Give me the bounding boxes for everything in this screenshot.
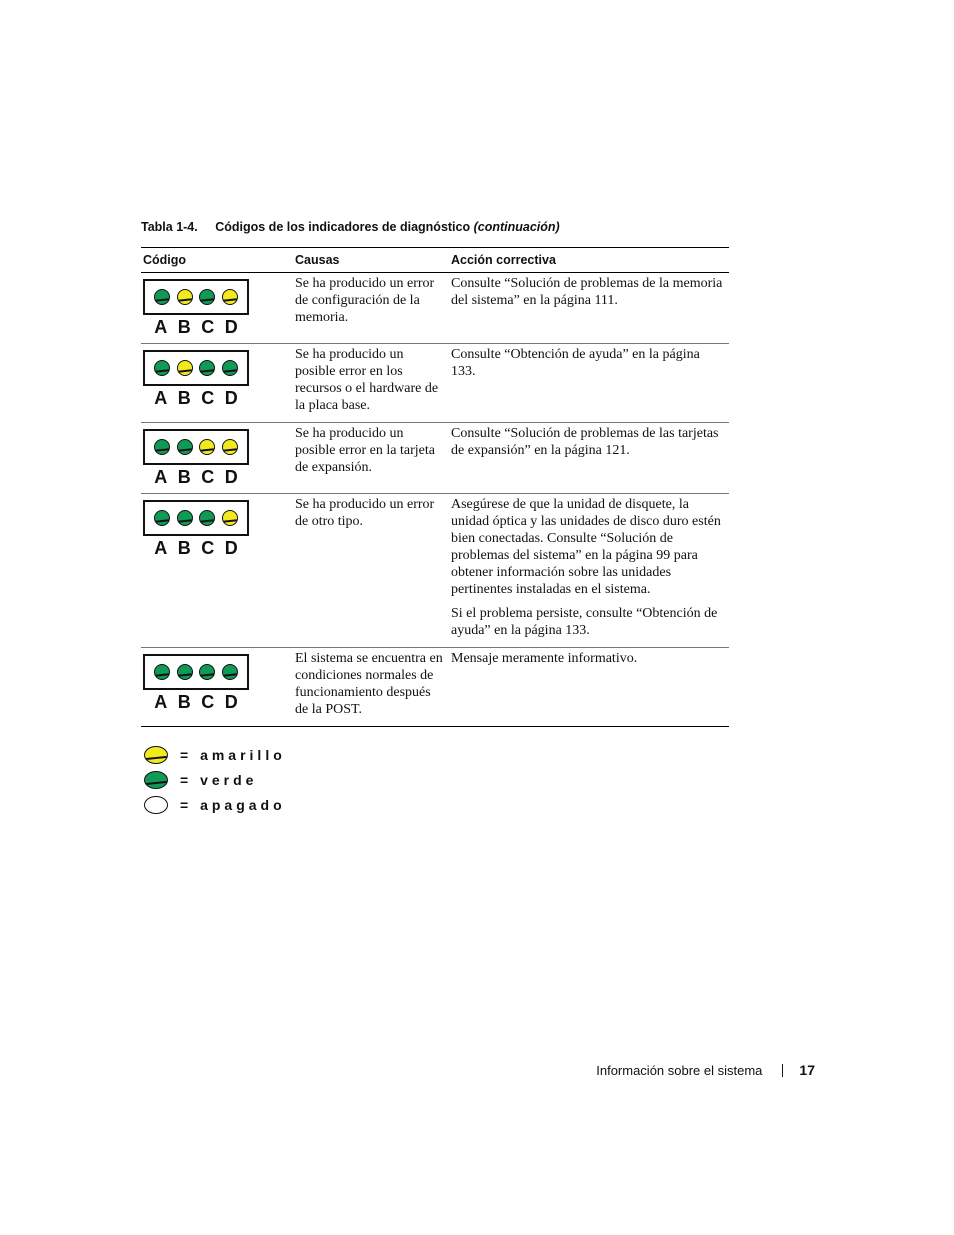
led-d-amarillo-icon (222, 510, 238, 526)
led-letters (143, 692, 249, 712)
diagnostic-codes-table (141, 247, 729, 727)
led-b-amarillo-icon (177, 360, 193, 376)
cause-cell: Se ha producido un posible error en la tarjeta de expansión. (293, 423, 449, 494)
legend-label: = verde (180, 771, 258, 788)
header-code: Código (141, 248, 293, 273)
action-cell (449, 648, 729, 727)
action-cell (449, 344, 729, 423)
led-apagado-icon (144, 796, 168, 814)
led-c-verde-icon (199, 510, 215, 526)
table-number: Tabla 1-4. (141, 220, 198, 234)
legend-item-apagado (144, 792, 286, 817)
action-paragraph: Consulte “Solución de problemas de la memoria del sistema” en la página 111. (451, 276, 723, 308)
led-legend (144, 742, 286, 817)
legend-label: = amarillo (180, 746, 286, 763)
led-letter: B (177, 467, 191, 487)
header-action: Acción correctiva (449, 248, 729, 273)
code-cell (141, 494, 293, 648)
led-letter: D (224, 388, 238, 408)
led-letters (143, 317, 249, 337)
table-row (141, 494, 729, 648)
led-a-verde-icon (154, 510, 170, 526)
diagnostic-led-panel (143, 350, 249, 386)
led-c-verde-icon (199, 664, 215, 680)
table-caption (141, 220, 560, 234)
led-letter: B (177, 317, 191, 337)
code-cell (141, 423, 293, 494)
led-letter: B (177, 538, 191, 558)
table-header-row (141, 248, 729, 273)
led-letter: C (201, 317, 215, 337)
header-causes: Causas (293, 248, 449, 273)
led-letter: D (224, 467, 238, 487)
table-row (141, 423, 729, 494)
led-b-verde-icon (177, 439, 193, 455)
table-row (141, 273, 729, 344)
led-a-verde-icon (154, 664, 170, 680)
led-c-amarillo-icon (199, 439, 215, 455)
cause-cell: Se ha producido un error de otro tipo. (293, 494, 449, 648)
led-letter: C (201, 467, 215, 487)
led-letter: D (224, 538, 238, 558)
led-a-verde-icon (154, 360, 170, 376)
led-b-amarillo-icon (177, 289, 193, 305)
cause-cell: Se ha producido un posible error en los recursos o el hardware de la placa base. (293, 344, 449, 423)
led-letter: C (201, 692, 215, 712)
led-letter: C (201, 538, 215, 558)
led-amarillo-icon (144, 746, 168, 764)
table-continued: (continuación) (473, 220, 560, 234)
led-letters (143, 388, 249, 408)
led-letter: A (154, 692, 168, 712)
led-letter: D (224, 692, 238, 712)
led-letter: A (154, 538, 168, 558)
led-letter: A (154, 317, 168, 337)
led-letters (143, 538, 249, 558)
table-row (141, 344, 729, 423)
led-b-verde-icon (177, 510, 193, 526)
page-number: 17 (799, 1062, 815, 1078)
led-d-amarillo-icon (222, 439, 238, 455)
diagnostic-led-panel (143, 654, 249, 690)
led-c-verde-icon (199, 360, 215, 376)
legend-item-verde (144, 767, 286, 792)
action-cell (449, 494, 729, 648)
action-cell (449, 273, 729, 344)
diagnostic-led-panel (143, 429, 249, 465)
action-paragraph: Consulte “Solución de problemas de las tarjetas de expansión” en la página 121. (451, 426, 719, 458)
action-paragraph: Asegúrese de que la unidad de disquete, la unidad óptica y las unidades de disco duro estén bien conectadas. Consulte “Solución de problemas del sistema” en la página 99 para obtener información sobre las unidades pertinentes instaladas en el sistema. (451, 497, 721, 597)
legend-label: = apagado (180, 796, 286, 813)
led-d-verde-icon (222, 360, 238, 376)
legend-item-amarillo (144, 742, 286, 767)
table-row (141, 648, 729, 727)
led-letter: C (201, 388, 215, 408)
page-footer (560, 1062, 815, 1078)
led-b-verde-icon (177, 664, 193, 680)
led-letter: A (154, 467, 168, 487)
diagnostic-led-panel (143, 500, 249, 536)
table-title: Códigos de los indicadores de diagnóstico (215, 220, 471, 234)
code-cell (141, 273, 293, 344)
led-d-verde-icon (222, 664, 238, 680)
code-cell (141, 648, 293, 727)
footer-section-title: Información sobre el sistema (596, 1063, 763, 1078)
action-paragraph: Mensaje meramente informativo. (451, 651, 638, 666)
led-letter: D (224, 317, 238, 337)
diagnostic-led-panel (143, 279, 249, 315)
led-d-amarillo-icon (222, 289, 238, 305)
action-cell (449, 423, 729, 494)
led-a-verde-icon (154, 289, 170, 305)
led-c-verde-icon (199, 289, 215, 305)
led-a-verde-icon (154, 439, 170, 455)
led-verde-icon (144, 771, 168, 789)
led-letter: B (177, 692, 191, 712)
action-paragraph: Si el problema persiste, consulte “Obtención de ayuda” en la página 133. (451, 606, 718, 638)
code-cell (141, 344, 293, 423)
cause-cell: El sistema se encuentra en condiciones normales de funcionamiento después de la POST. (293, 648, 449, 727)
cause-cell: Se ha producido un error de configuración de la memoria. (293, 273, 449, 344)
led-letters (143, 467, 249, 487)
led-letter: B (177, 388, 191, 408)
footer-separator (782, 1064, 783, 1077)
led-letter: A (154, 388, 168, 408)
action-paragraph: Consulte “Obtención de ayuda” en la página 133. (451, 347, 700, 379)
